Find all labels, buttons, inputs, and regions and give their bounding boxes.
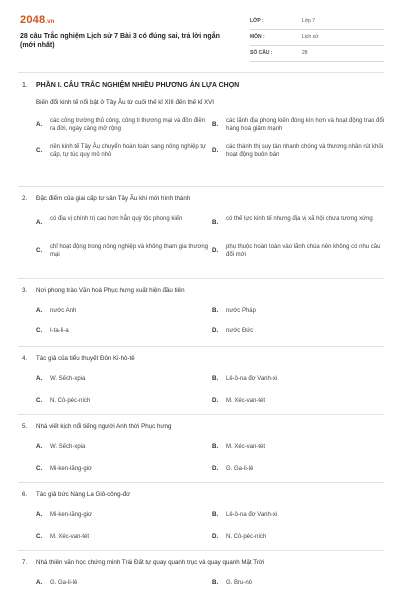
question-6: 6. Tác giả bức Nàng La Giô-công-đơ A. Mi-ken-lăng-giơ B. Lê-ô-na đơ Vanh-xi C. M. Xéc-van-tét D. N. Cô-péc-ních — [22, 490, 382, 543]
question-text: 3. Nơi phong trào Văn hoá Phục hưng xuất hiện đầu tiên — [22, 287, 185, 294]
meta-value: Lớp 7 — [302, 18, 316, 24]
site-logo[interactable]: 2048.vn — [20, 14, 55, 26]
divider — [18, 72, 384, 73]
divider — [18, 414, 384, 415]
divider — [18, 550, 384, 551]
divider — [18, 346, 384, 347]
question-1: Biến đổi kinh tế nổi bật ở Tây Âu từ cuối thế kỉ XIII đến thế kỉ XVI A. các công trường thủ công, công ti thương mại và đồn điền ra đời, ngày càng mở rộng B. các lãnh địa phong kiến đóng kín hơn và hoạt động trao đổi hàng hoá giảm mạnh C. nền kinh tế Tây Âu chuyển hoàn toàn sang nông nghiệp tự cấp, tự túc quy mô nhỏ D. các thành thị suy tàn nhanh chóng và thương nhân rút khỏi hoạt động buôn bán — [22, 98, 382, 161]
meta-value: 28 — [302, 50, 308, 56]
question-text: Biến đổi kinh tế nổi bật ở Tây Âu từ cuối thế kỉ XIII đến thế kỉ XVI — [36, 99, 214, 106]
meta-key: LỚP : — [250, 18, 264, 24]
question-2: 2. Đặc điểm của giai cấp tư sản Tây Âu khi mới hình thành A. có địa vị chính trị cao hơn hẳn quý tộc phong kiến B. có thế lực kinh tế nhưng địa vị xã hội chưa tương xứng C. chỉ hoạt động trong nông nghiệp và không tham gia thương mại D. phụ thuộc hoàn toàn vào lãnh chúa nên không có nhu cầu đổi mới — [22, 195, 381, 258]
question-text: 7. Nhà thiên văn học chứng minh Trái Đất tự quay quanh trục và quay quanh Mặt Trời — [22, 559, 265, 566]
question-text: 2. Đặc điểm của giai cấp tư sản Tây Âu khi mới hình thành — [22, 195, 191, 202]
meta-row-count — [250, 46, 384, 62]
section-title: 1. PHẦN I. CÂU TRẮC NGHIỆM NHIỀU PHƯƠNG ÁN LỰA CHỌN — [22, 82, 240, 89]
question-4: 4. Tác giả của tiểu thuyết Đôn Ki-hô-tê A. W. Sếch-xpia B. Lê-ô-na đơ Vanh-xi C. N. Cô-péc-ních D. M. Xéc-van-tét — [22, 354, 382, 407]
worksheet-header — [18, 12, 384, 64]
question-text: 6. Tác giả bức Nàng La Giô-công-đơ — [22, 491, 131, 498]
question-text: 4. Tác giả của tiểu thuyết Đôn Ki-hô-tê — [22, 355, 135, 362]
question-7: 7. Nhà thiên văn học chứng minh Trái Đất tự quay quanh trục và quay quanh Mặt Trời A. G. Ga-li-lê B. G. Bru-nô — [22, 558, 382, 591]
meta-row-grade — [250, 14, 384, 30]
divider — [18, 278, 384, 279]
meta-key: MÔN : — [250, 34, 265, 40]
meta-row-subject — [250, 30, 384, 46]
divider — [18, 186, 384, 187]
divider — [18, 482, 384, 483]
question-5: 5. Nhà viết kịch nổi tiếng người Anh thời Phục hưng A. W. Sếch-xpia B. M. Xéc-van-tét C. Mi-ken-lăng-giơ D. G. Ga-li-lê — [22, 422, 382, 475]
meta-table — [250, 14, 384, 62]
meta-key: SỐ CÂU : — [250, 50, 273, 56]
question-3: 3. Nơi phong trào Văn hoá Phục hưng xuất hiện đầu tiên A. nước Anh B. nước Pháp C. I-ta-li-a D. nước Đức — [22, 286, 382, 339]
document-title: 28 câu Trắc nghiệm Lịch sử 7 Bài 3 có đúng sai, trả lời ngắn (mới nhất) — [20, 33, 220, 49]
question-text: 5. Nhà viết kịch nổi tiếng người Anh thời Phục hưng — [22, 423, 172, 430]
meta-value: Lịch sử — [302, 34, 319, 40]
